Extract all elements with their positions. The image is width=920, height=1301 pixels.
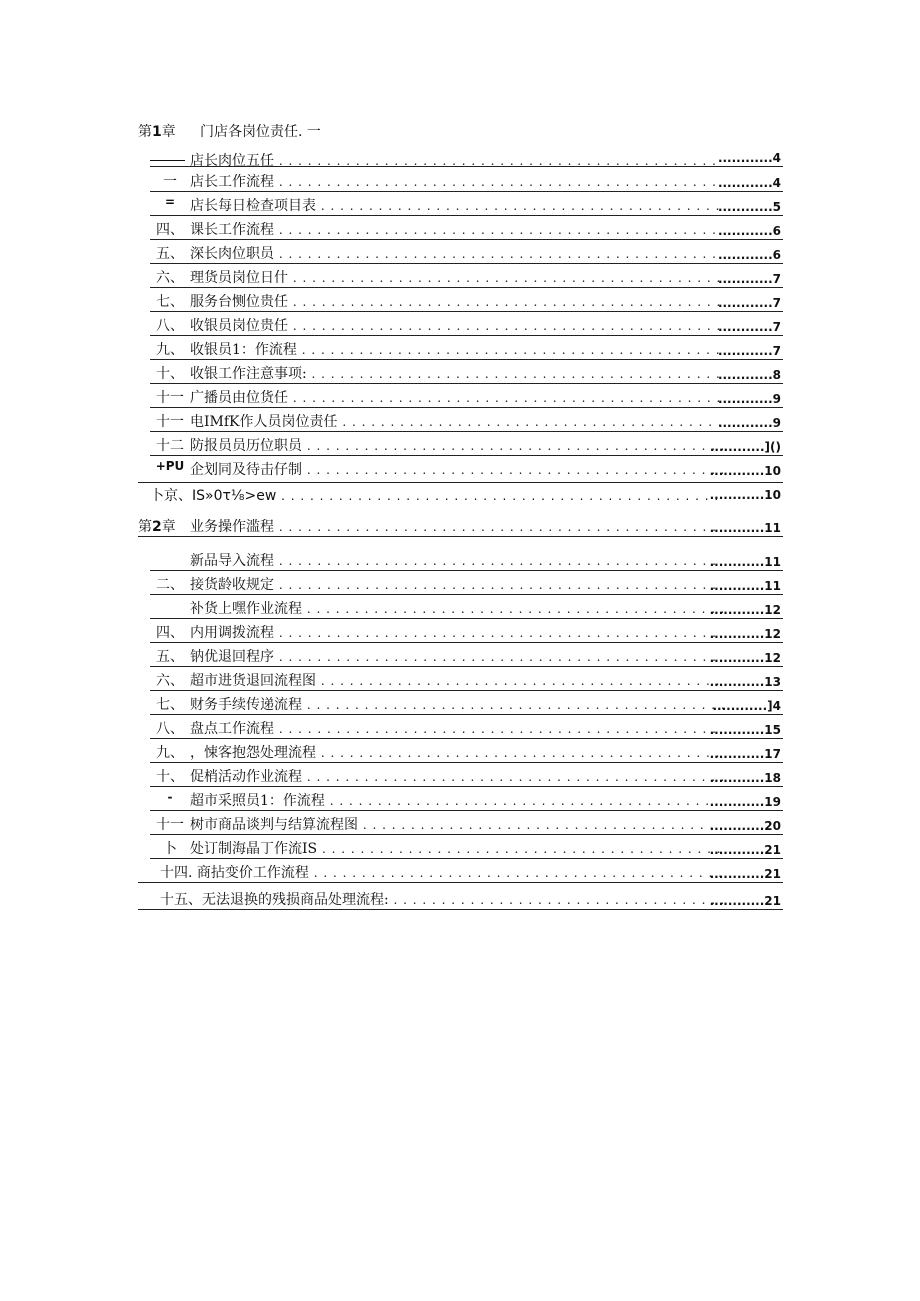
entry-number: 十二 [156, 438, 184, 454]
entry-page: ..... 18 [710, 771, 781, 785]
entry-page: ..... 20 [710, 819, 781, 833]
toc-entry[interactable] [150, 790, 783, 811]
toc-entry[interactable] [138, 482, 783, 503]
entry-page: ..... 21 [710, 894, 781, 908]
toc-entry[interactable] [150, 267, 783, 288]
entry-page: ..... 7 [718, 272, 781, 286]
entry-page: ..... 15 [710, 723, 781, 737]
entry-title: 电IMfK作人员岗位责任 . . . [190, 411, 723, 431]
entry-page: ..... 9 [718, 416, 781, 430]
entry-page: ..... 5 [718, 200, 781, 214]
entry-page: ..... 17 [710, 747, 781, 761]
toc-entry[interactable] [150, 150, 783, 167]
toc-entry[interactable] [150, 315, 783, 336]
entry-page: ..... 9 [718, 392, 781, 406]
entry-title: 收银员岗位贵任 . . . [190, 315, 723, 335]
entry-number: = [164, 195, 176, 209]
chapter-title: 业务操作滥程 . . . [190, 516, 723, 536]
entry-number: 八、 [156, 318, 184, 334]
toc-entry[interactable] [150, 814, 783, 835]
entry-title: 十五、无法退换的残损商品处理流程: . . . [160, 889, 723, 909]
entry-page: ..... 7 [718, 296, 781, 310]
entry-number: +PU [155, 459, 185, 473]
toc-entry[interactable] [150, 243, 783, 264]
entry-number: 七、 [156, 294, 184, 310]
entry-title: 广播员由位货任 . . . [190, 387, 723, 407]
toc-entry[interactable] [150, 411, 783, 432]
toc-entry[interactable] [150, 694, 783, 715]
toc-entry[interactable] [150, 219, 783, 240]
entry-page: ..... 19 [710, 795, 781, 809]
entry-title: 理货员岗位日什 . . . [190, 267, 723, 287]
entry-number: 八、 [156, 721, 184, 737]
toc-entry[interactable] [150, 459, 783, 479]
entry-page: ..... 11 [710, 579, 781, 593]
entry-page: ..... 4 [718, 151, 781, 165]
entry-title: 新品导入流程 . . . [190, 550, 723, 570]
entry-page: ..... 10 [710, 488, 781, 502]
entry-number: 一 [163, 174, 177, 190]
toc-entry[interactable] [150, 387, 783, 408]
entry-title: 十四. 商拈变价工作流程 . . . [160, 862, 723, 882]
entry-title: 店长肉位五任 . . . [190, 150, 723, 170]
entry-number: 十一 [156, 817, 184, 833]
toc-entry[interactable] [150, 291, 783, 312]
entry-title: ，悚客抱怨处理流程 . . . [190, 742, 723, 762]
chapter-heading [138, 121, 321, 141]
entry-title: 店长每日检查项目表 . . . [190, 195, 723, 215]
entry-page: ..... 11 [710, 555, 781, 569]
entry-page: ..... 7 [718, 344, 781, 358]
entry-title: 课长工作流程 . . . [190, 219, 723, 239]
entry-number: 二、 [156, 577, 184, 593]
entry-title: 接货龄收规定 . . . [190, 574, 723, 594]
entry-title: 超市进货退回流程图 . . . [190, 670, 723, 690]
entry-title: 钠优退回程序 . . . [190, 646, 723, 666]
entry-title: 卜京、IS»0τ⅛>ew . . . [150, 485, 723, 505]
toc-entry[interactable] [150, 766, 783, 787]
entry-page: ..... ]() [710, 440, 781, 454]
entry-page: ..... 6 [718, 248, 781, 262]
entry-title: 树市商品谈判与结算流程图 . . . [190, 814, 723, 834]
chapter-title: 门店各岗位责任. 一 [200, 124, 321, 140]
entry-number: 十、 [156, 366, 184, 382]
entry-page: ..... ]4 [712, 699, 781, 713]
toc-entry[interactable] [138, 889, 783, 910]
chapter-number: 第1章 [138, 124, 176, 140]
chapter-heading[interactable] [138, 516, 783, 537]
toc-entry[interactable] [150, 742, 783, 763]
entry-page: ..... 21 [710, 867, 781, 881]
entry-page: ..... 10 [710, 464, 781, 478]
toc-entry[interactable] [150, 574, 783, 595]
entry-title: 深长肉位职员 . . . [190, 243, 723, 263]
toc-entry[interactable] [150, 718, 783, 739]
entry-number: 四、 [156, 625, 184, 641]
toc-entry[interactable] [150, 550, 783, 571]
entry-title: 补货上嘿作业流程 . . . [190, 598, 723, 618]
entry-title: 财务手续传递流程 . . . [190, 694, 723, 714]
entry-title: 收银员1：作流程 . . . [190, 339, 723, 359]
entry-number: 九、 [156, 342, 184, 358]
toc-entry[interactable] [150, 646, 783, 667]
toc-entry[interactable] [150, 622, 783, 643]
entry-page: ..... 7 [718, 320, 781, 334]
toc-entry[interactable] [150, 435, 783, 456]
entry-number: 六、 [156, 270, 184, 286]
entry-page: ..... 11 [710, 521, 781, 535]
entry-title: 企划同及待击仔制 . . . [190, 459, 723, 479]
chapter-number: 第2章 [138, 519, 176, 535]
entry-page: ..... 21 [710, 843, 781, 857]
entry-page: ..... 6 [718, 224, 781, 238]
toc-entry[interactable] [150, 598, 783, 619]
entry-title: 收银工作注意事项: . . . [190, 363, 723, 383]
toc-entry[interactable] [150, 339, 783, 360]
entry-page: ..... 12 [710, 651, 781, 665]
toc-entry[interactable] [138, 862, 783, 883]
toc-entry[interactable] [150, 363, 783, 384]
toc-entry[interactable] [150, 171, 783, 192]
entry-title: 促梢活动作业流程 . . . [190, 766, 723, 786]
entry-number: 卜 [163, 841, 177, 857]
entry-number: 四、 [156, 222, 184, 238]
entry-number: 六、 [156, 673, 184, 689]
entry-title: 店长工作流程 . . . [190, 171, 723, 191]
entry-title: 盘点工作流程 . . . [190, 718, 723, 738]
entry-number: 十、 [156, 769, 184, 785]
entry-title: 处订制海晶丁作流IS . . . [190, 838, 723, 858]
entry-number: 九、 [156, 745, 184, 761]
entry-title: 服务台恻位贵任 . . . [190, 291, 723, 311]
toc-entry[interactable] [150, 838, 783, 859]
entry-number: 十一 [156, 414, 184, 430]
entry-title: 内用调拨流程 . . . [190, 622, 723, 642]
entry-page: ..... 12 [710, 603, 781, 617]
toc-entry[interactable] [150, 195, 783, 216]
entry-number: 七、 [156, 697, 184, 713]
entry-number: 五、 [156, 649, 184, 665]
entry-page: ..... 13 [710, 675, 781, 689]
entry-page: ..... 4 [718, 176, 781, 190]
entry-number: 五、 [156, 246, 184, 262]
entry-number: 十一 [156, 390, 184, 406]
entry-page: ..... 8 [718, 368, 781, 382]
entry-title: 防报员员历位职员 . . . [190, 435, 723, 455]
entry-title: 超市采照员1：作流程 . . . [190, 790, 723, 810]
toc-entry[interactable] [150, 670, 783, 691]
entry-number: - [167, 790, 173, 804]
entry-page: ..... 12 [710, 627, 781, 641]
